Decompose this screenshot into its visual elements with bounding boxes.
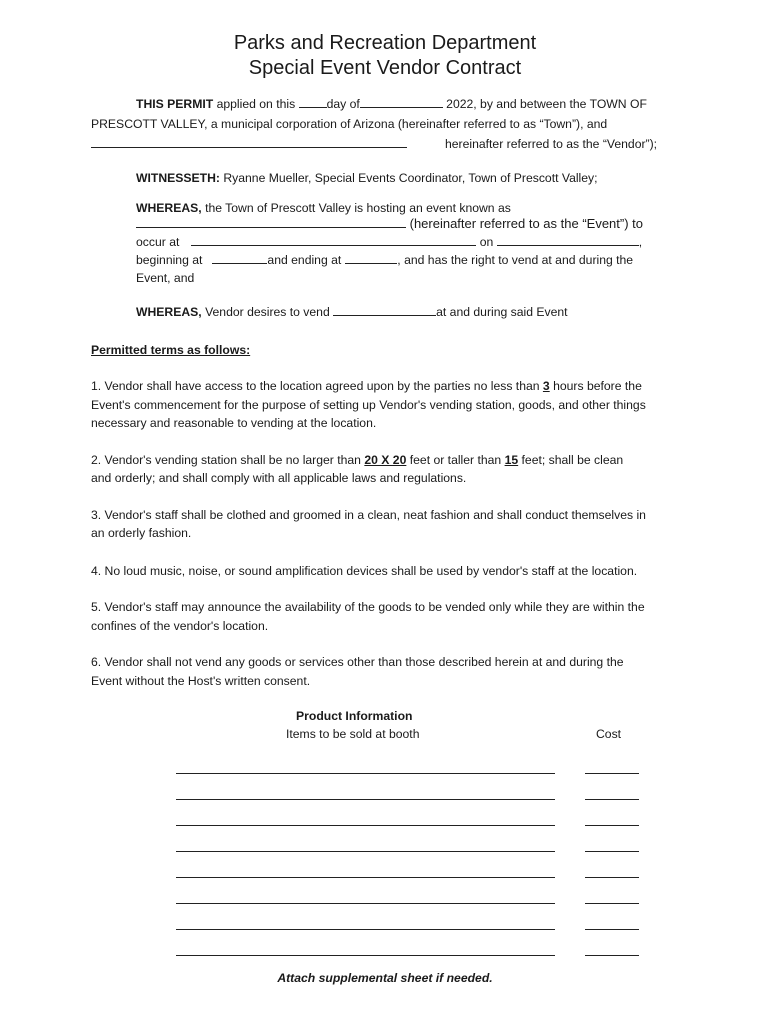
supplemental-note: Attach supplemental sheet if needed. <box>277 971 493 985</box>
cost-line[interactable] <box>585 955 639 956</box>
day-blank[interactable] <box>299 95 327 108</box>
location-blank[interactable] <box>191 233 476 246</box>
item-line[interactable] <box>176 799 555 800</box>
witnesseth-line: WITNESSETH: Ryanne Mueller, Special Events Coordinator, Town of Prescott Valley; <box>136 171 598 185</box>
cost-line[interactable] <box>585 903 639 904</box>
term-2-line-1: 2. Vendor's vending station shall be no larger than 20 X 20 feet or taller than 15 feet; shall be clean <box>91 453 624 467</box>
goods-blank[interactable] <box>333 303 436 316</box>
page-title: Parks and Recreation Department <box>233 32 537 54</box>
date-blank[interactable] <box>497 233 639 246</box>
item-line[interactable] <box>176 851 555 852</box>
page-subtitle: Special Event Vendor Contract <box>248 57 522 79</box>
term-5-line-1: 5. Vendor's staff may announce the availability of the goods to be vended only while they are within the <box>91 600 645 614</box>
station-size-value: 20 X 20 <box>364 453 407 467</box>
term-2-line-2: and orderly; and shall comply with all applicable laws and regulations. <box>91 471 467 485</box>
term-1-line-1: 1. Vendor shall have access to the location agreed upon by the parties no less than 3 hours before the <box>91 379 642 393</box>
item-line[interactable] <box>176 877 555 878</box>
whereas-event-line-1: WHEREAS, the Town of Prescott Valley is hosting an event known as <box>136 201 511 215</box>
whereas-event-line-5: Event, and <box>136 271 195 285</box>
start-time-blank[interactable] <box>212 251 267 264</box>
cost-line[interactable] <box>585 773 639 774</box>
items-column-label: Items to be sold at booth <box>286 727 420 741</box>
whereas-event-line-3: occur at on , <box>136 235 643 249</box>
term-6-line-1: 6. Vendor shall not vend any goods or services other than those described herein at and during the <box>91 655 624 669</box>
term-6-line-2: Event without the Host's written consent. <box>91 674 311 688</box>
term-1-line-2: Event's commencement for the purpose of setting up Vendor's vending station, goods, and other things <box>91 398 646 412</box>
setup-hours-value: 3 <box>542 379 550 393</box>
event-name-blank[interactable] <box>136 215 406 228</box>
term-4-line-1: 4. No loud music, noise, or sound amplification devices shall be used by vendor's staff at the location. <box>91 564 638 578</box>
end-time-blank[interactable] <box>345 251 397 264</box>
cost-line[interactable] <box>585 799 639 800</box>
term-1-line-3: necessary and reasonable to vending at the location. <box>91 416 377 430</box>
whereas-event-line-4: beginning at and ending at , and has the right to vend at and during the <box>136 253 634 267</box>
intro-line-2: PRESCOTT VALLEY, a municipal corporation of Arizona (hereinafter referred to as “Town”), and <box>91 117 608 131</box>
terms-heading: Permitted terms as follows: <box>91 343 251 357</box>
item-line[interactable] <box>176 825 555 826</box>
cost-line[interactable] <box>585 877 639 878</box>
vendor-name-blank[interactable] <box>91 135 407 148</box>
cost-line[interactable] <box>585 825 639 826</box>
permit-label: THIS PERMIT <box>136 97 214 111</box>
term-3-line-1: 3. Vendor's staff shall be clothed and groomed in a clean, neat fashion and shall conduct themselves in <box>91 508 646 522</box>
month-blank[interactable] <box>360 95 443 108</box>
station-height-value: 15 <box>504 453 519 467</box>
cost-line[interactable] <box>585 851 639 852</box>
intro-line-3: hereinafter referred to as the “Vendor”); <box>91 135 657 153</box>
intro-line-1: THIS PERMIT applied on this day of 2022, by and between the TOWN OF <box>136 97 647 111</box>
whereas-vendor-line: WHEREAS, Vendor desires to vend at and during said Event <box>136 305 568 319</box>
item-line[interactable] <box>176 773 555 774</box>
item-line[interactable] <box>176 929 555 930</box>
term-3-line-2: an orderly fashion. <box>91 526 192 540</box>
item-line[interactable] <box>176 955 555 956</box>
term-5-line-2: confines of the vendor's location. <box>91 619 269 633</box>
item-line[interactable] <box>176 903 555 904</box>
product-heading: Product Information <box>296 709 413 723</box>
cost-line[interactable] <box>585 929 639 930</box>
cost-column-label: Cost <box>596 727 622 741</box>
whereas-event-line-2: (hereinafter referred to as the “Event”) to <box>136 215 643 233</box>
